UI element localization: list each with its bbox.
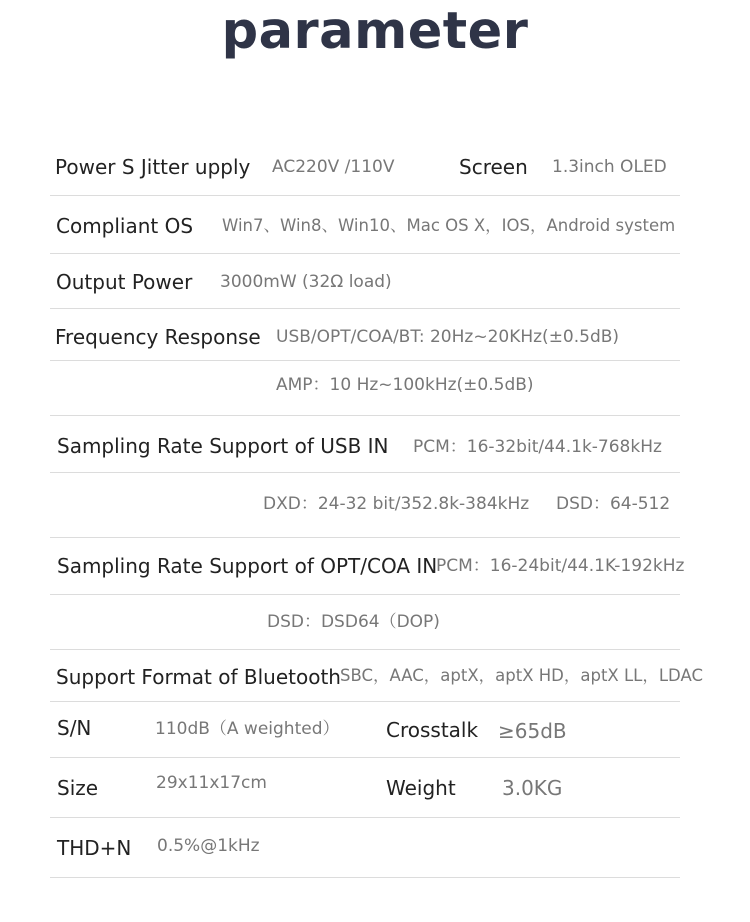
divider [50, 757, 680, 758]
output-power-label: Output Power [56, 270, 193, 294]
compliant-os-label: Compliant OS [56, 214, 194, 238]
opt-coa-sampling-pcm-value: PCM：16-24bit/44.1K-192kHz [436, 556, 685, 576]
divider [50, 195, 680, 196]
divider [50, 253, 680, 254]
page-title: parameter [221, 2, 529, 61]
bluetooth-format-value: SBC，AAC，aptX，aptX HD，aptX LL，LDAC [340, 666, 703, 685]
output-power-value: 3000mW (32Ω load) [220, 272, 392, 292]
screen-value: 1.3inch OLED [552, 157, 667, 177]
power-supply-label: Power S Jitter upply [55, 155, 251, 179]
opt-coa-sampling-dsd-value: DSD：DSD64（DOP) [267, 612, 440, 632]
bluetooth-format-label: Support Format of Bluetooth [56, 665, 341, 689]
divider [50, 649, 680, 650]
thd-label: THD+N [57, 836, 132, 860]
weight-label: Weight [386, 776, 456, 800]
divider [50, 877, 680, 878]
usb-sampling-dsd-value: DSD：64-512 [556, 494, 671, 514]
frequency-response-amp-value: AMP：10 Hz~100kHz(±0.5dB) [276, 375, 534, 395]
power-supply-value: AC220V /110V [272, 157, 395, 177]
thd-value: 0.5%@1kHz [157, 836, 260, 856]
weight-value: 3.0KG [502, 776, 563, 800]
frequency-response-label: Frequency Response [55, 325, 261, 349]
divider [50, 308, 680, 309]
frequency-response-value: USB/OPT/COA/BT: 20Hz~20KHz(±0.5dB) [276, 327, 620, 347]
divider [50, 360, 680, 361]
size-label: Size [57, 776, 99, 800]
sn-value: 110dB（A weighted） [155, 719, 340, 739]
usb-sampling-dxd-value: DXD：24-32 bit/352.8k-384kHz [263, 494, 530, 514]
usb-sampling-label: Sampling Rate Support of USB IN [57, 434, 389, 458]
screen-label: Screen [459, 155, 528, 179]
compliant-os-value: Win7、Win8、Win10、Mac OS X，IOS，Android system [222, 216, 676, 235]
divider [50, 701, 680, 702]
size-value: 29x11x17cm [156, 773, 267, 793]
sn-label: S/N [57, 716, 92, 740]
crosstalk-label: Crosstalk [386, 718, 479, 742]
divider [50, 415, 680, 416]
divider [50, 537, 680, 538]
opt-coa-sampling-label: Sampling Rate Support of OPT/COA IN [57, 554, 438, 578]
crosstalk-value: ≥65dB [498, 719, 567, 743]
divider [50, 817, 680, 818]
divider [50, 472, 680, 473]
divider [50, 594, 680, 595]
usb-sampling-pcm-value: PCM：16-32bit/44.1k-768kHz [413, 437, 662, 457]
